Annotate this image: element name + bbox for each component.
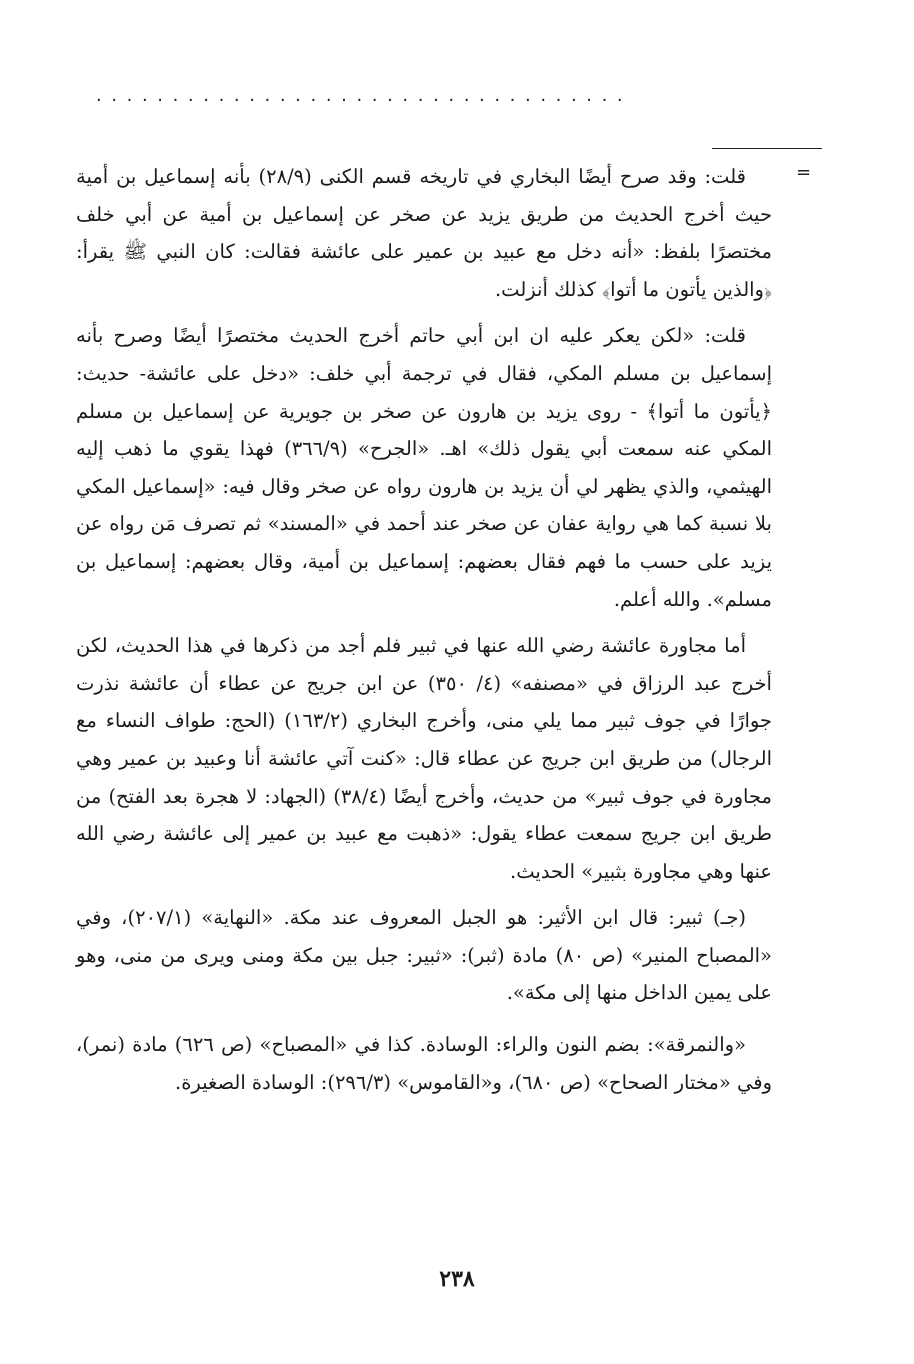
footnote-text [76, 158, 772, 1110]
paragraph: (جـ) ثبير: قال ابن الأثير: هو الجبل المعروف عند مكة. «النهاية» (٢٠٧/١)، وفي «المصباح المنير» (ص ٨٠) مادة (ثبر): «ثبير: جبل بين مكة ومنى ويرى من منى، وهو على يمين الداخل منها إلى مكة». [76, 906, 772, 1005]
paragraph: «والنمرقة»: بضم النون والراء: الوسادة. كذا في «المصباح» (ص ٦٢٦) مادة (نمر)، وفي «مختار الصحاح» (ص ٦٨٠)، و«القاموس» (٢٩٦/٣): الوسادة الصغيرة. [76, 1033, 772, 1094]
paragraph: أما مجاورة عائشة رضي الله عنها في ثبير فلم أجد من ذكرها في هذا الحديث، لكن أخرج عبد الرزاق في «مصنفه» (٤/ ٣٥٠) عن ابن جريج عن عطاء أن عائشة نذرت جوارًا في جوف ثبير مما يلي منى، وأخرج البخاري (١٦٣/٢) (الحج: طواف النساء مع الرجال) من طريق ابن جريج عن عطاء قال: «كنت آتي عائشة أنا وعبيد بن عمير وهي مجاورة في جوف ثبير» من حديث، وأخرج أيضًا (٣٨/٤) (الجهاد: لا هجرة بعد الفتح) من طريق ابن جريج سمعت عطاء يقول: «ذهبت مع عبيد بن عمير إلى عائشة رضي الله عنها وهي مجاورة بثبير» الحديث. [76, 634, 772, 883]
paragraph: قلت: وقد صرح أيضًا البخاري في تاريخه قسم الكنى (٢٨/٩) بأنه إسماعيل بن أمية حيث أخرج الحديث من طريق يزيد عن صخر عن إسماعيل بن أمية عن أبي خلف مختصرًا بلفظ: «أنه دخل مع عبيد بن عمير على عائشة فقالت: كان النبي ﷺ يقرأ: ﴿والذين يأتون ما أتوا﴾ كذلك أنزلت. [76, 165, 772, 301]
paragraph: قلت: «لكن يعكر عليه ان ابن أبي حاتم أخرج الحديث مختصرًا أيضًا وصرح بأنه إسماعيل بن مسلم المكي، فقال في ترجمة أبي خلف: «دخل على عائشة- حديث: ﴿يأتون ما أتوا﴾ - روى يزيد بن هارون عن صخر بن جويرية عن إسماعيل بن مسلم المكي عنه سمعت أبي يقول ذلك» اهـ. «الجرح» (٣٦٦/٩) فهذا يقوي ما ذهب إليه الهيثمي، والذي يظهر لي أن يزيد بن هارون رواه عن صخر وقال فيه: «إسماعيل المكي بلا نسبة كما هي رواية عفان عن صخر عند أحمد في «المسند» ثم تصرف مَن رواه عن يزيد على حسب ما فهم فقال بعضهم: إسماعيل بن أمية، وقال بعضهم: إسماعيل بن مسلم». والله أعلم. [76, 324, 772, 611]
footnote-separator [712, 148, 822, 149]
dot-leader: ................................... [96, 86, 633, 106]
page-number: ٢٣٨ [439, 1266, 475, 1292]
continuation-mark: = [796, 162, 812, 183]
